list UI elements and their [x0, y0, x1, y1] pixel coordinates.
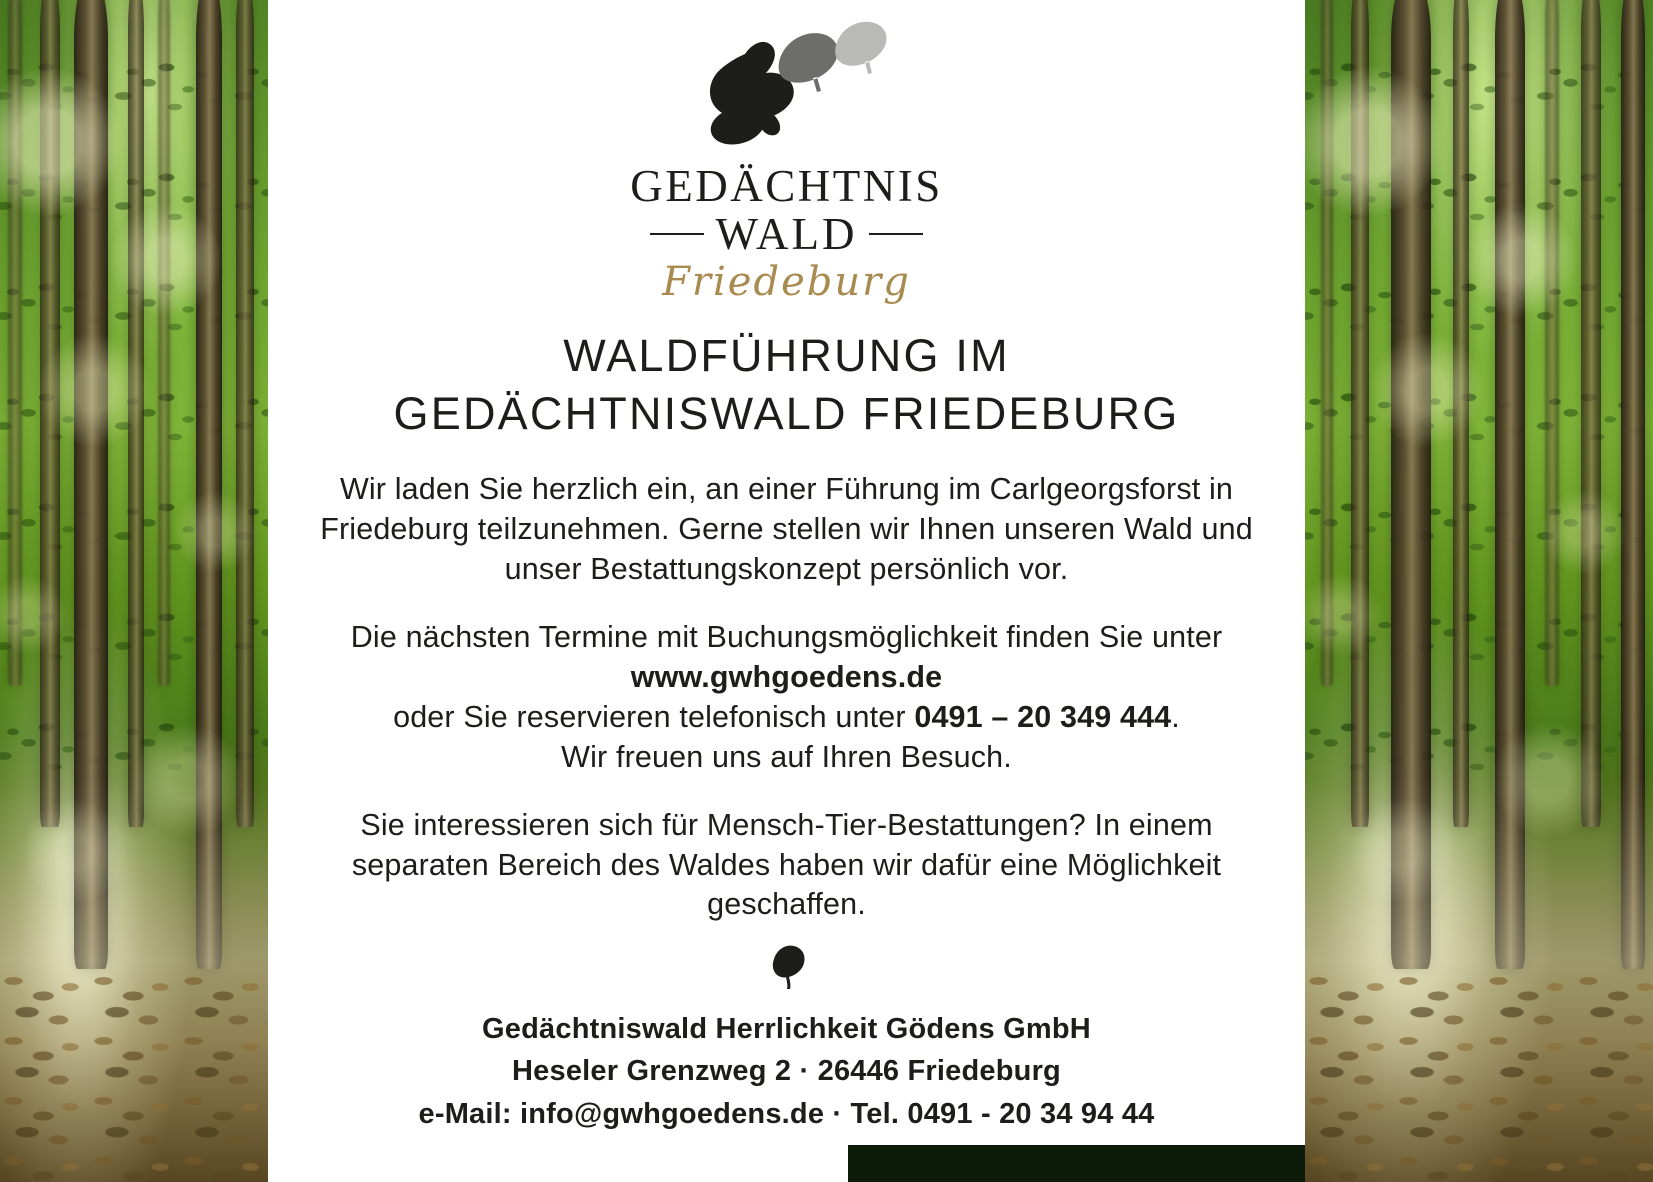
visit-welcome-text: Wir freuen uns auf Ihren Besuch.: [561, 739, 1012, 774]
forest-photo-right: [1305, 0, 1653, 1182]
logo-rule-right: [869, 233, 923, 235]
logo-script-friedeburg: Friedeburg: [662, 258, 911, 305]
logo-line-2: WALD: [715, 208, 858, 259]
forest-floor-left: [0, 969, 268, 1182]
phone-period: .: [1171, 699, 1180, 734]
card-bottom-extension: [268, 1145, 848, 1182]
logo-line-1: GEDÄCHTNIS: [630, 161, 943, 211]
forest-photo-left: [0, 0, 268, 1182]
paragraph-dates: [292, 618, 1282, 778]
page-title-line-1: WALDFÜHRUNG IM: [563, 329, 1010, 381]
ginkgo-leaf-icon: [766, 976, 808, 993]
ginkgo-leaf-ink-mark-icon: [577, 16, 997, 164]
phone-intro-text: oder Sie reservieren telefonisch unter: [393, 699, 915, 734]
footer-email-phone: e-Mail: info@gwhgoedens.de · Tel. 0491 - 20 34 94 44: [418, 1097, 1155, 1130]
phone-number[interactable]: 0491 – 20 349 444: [914, 699, 1172, 734]
footer-company-name: Gedächtniswald Herrlichkeit Gödens GmbH: [482, 1013, 1091, 1046]
footer-contact-block: [292, 1008, 1282, 1134]
dates-intro-text: Die nächsten Termine mit Buchungsmöglichkeit finden Sie unter: [350, 619, 1223, 654]
paragraph-invitation: Wir laden Sie herzlich ein, an einer Führung im Carlgeorgsforst in Friedeburg teilzunehmen. Gerne stellen wir Ihnen unseren Wald und unser Bestattungskonzept persönlich vor.: [320, 471, 1253, 586]
paragraph-pet-burial: Sie interessieren sich für Mensch-Tier-Bestattungen? In einem separaten Bereich des Waldes haben wir dafür eine Möglichkeit geschaffen.: [351, 807, 1222, 922]
footer-address: Heseler Grenzweg 2 · 26446 Friedeburg: [512, 1055, 1061, 1088]
website-link[interactable]: www.gwhgoedens.de: [630, 659, 943, 694]
body-text: [292, 470, 1282, 926]
content-card: [268, 0, 1305, 1145]
page-title: [322, 327, 1252, 444]
logo-line-2-row: [577, 208, 997, 259]
page-title-line-2: GEDÄCHTNISWALD FRIEDEBURG: [393, 388, 1180, 440]
logo-rule-left: [650, 233, 704, 235]
forest-floor-right: [1305, 969, 1653, 1182]
divider: [757, 943, 817, 994]
logo: [577, 0, 997, 305]
